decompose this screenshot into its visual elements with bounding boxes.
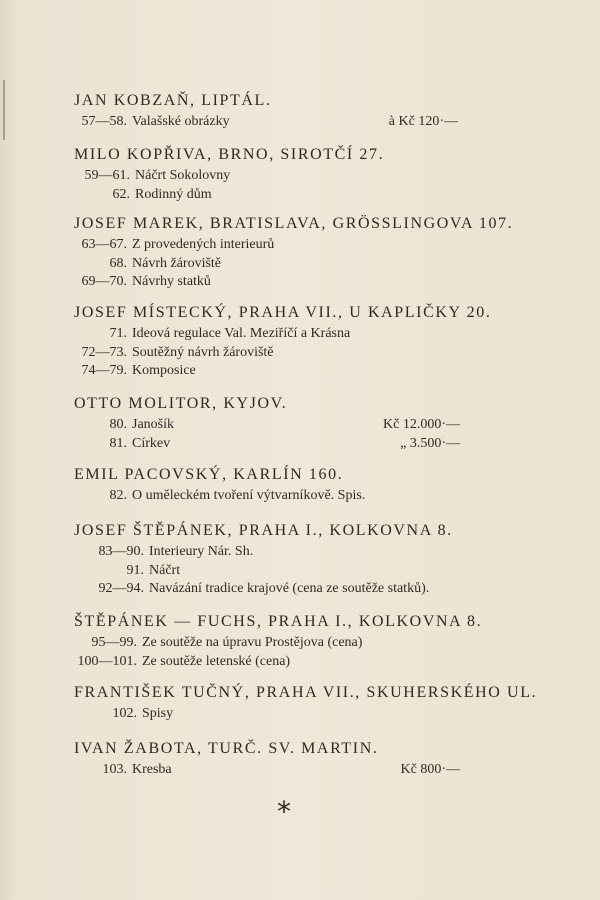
- entry-title: Komposice: [132, 363, 196, 378]
- section-heading: IVAN ŽABOTA, TURČ. SV. MARTIN.: [74, 740, 379, 757]
- entry-title: Ze soutěže letenské (cena): [142, 653, 291, 669]
- entry-number: 82.: [109, 488, 127, 503]
- entry-number: 81.: [109, 435, 127, 451]
- entry-title: Soutěžný návrh žároviště: [132, 344, 274, 360]
- entry-number: 92—94.: [98, 581, 144, 596]
- entry-number: 100—101.: [77, 653, 137, 669]
- entry-title: Rodinný dům: [135, 186, 212, 202]
- entry-number: 102.: [112, 706, 137, 721]
- catalog-entry: [0, 187, 600, 205]
- entry-number: 62.: [112, 186, 130, 202]
- catalog-entry: [0, 762, 600, 780]
- entry-number: 95—99.: [91, 635, 137, 650]
- catalog-entry: [0, 436, 600, 454]
- catalog-entry: [0, 274, 600, 292]
- entry-price: Kč 800·—: [400, 762, 460, 777]
- entry-number: 57—58.: [81, 114, 127, 129]
- catalog-entry: [0, 563, 600, 581]
- section-heading: MILO KOPŘIVA, BRNO, SIROTČÍ 27.: [74, 146, 385, 163]
- entry-title: Z provedených interieurů: [132, 237, 275, 252]
- section-heading: FRANTIŠEK TUČNÝ, PRAHA VII., SKUHERSKÉHO UL.: [74, 684, 538, 701]
- entry-title: Církev: [132, 435, 171, 451]
- entry-title: Ze soutěže na úpravu Prostějova (cena): [142, 635, 363, 650]
- section-heading: ŠTĚPÁNEK — FUCHS, PRAHA I., KOLKOVNA 8.: [74, 613, 483, 630]
- entry-price: Kč 12.000·—: [383, 417, 460, 432]
- entry-number: 68.: [109, 255, 127, 271]
- entry-title: Kresba: [132, 762, 172, 777]
- entry-number: 91.: [126, 562, 144, 578]
- entry-title: Ideová regulace Val. Meziříčí a Krásna: [132, 326, 351, 341]
- catalog-entry: [0, 581, 600, 599]
- entry-number: 69—70.: [81, 274, 127, 289]
- entry-title: Janošík: [132, 417, 174, 432]
- catalog-entry: [0, 168, 600, 186]
- section-heading: JOSEF ŠTĚPÁNEK, PRAHA I., KOLKOVNA 8.: [74, 522, 453, 539]
- section-heading: JAN KOBZAŇ, LIPTÁL.: [74, 92, 272, 109]
- catalog-entry: [0, 256, 600, 274]
- entry-price: „ 3.500·—: [400, 435, 460, 451]
- entry-title: Návrh žároviště: [132, 255, 222, 271]
- section-heading: EMIL PACOVSKÝ, KARLÍN 160.: [74, 466, 344, 483]
- catalog-entry: [0, 654, 600, 672]
- entry-number: 103.: [102, 762, 127, 777]
- entry-title: Náčrt Sokolovny: [135, 168, 231, 183]
- catalog-entry: [0, 544, 600, 562]
- catalog-entry: [0, 417, 600, 435]
- entry-number: 72—73.: [81, 344, 127, 360]
- entry-title: Navázání tradice krajové (cena ze soutěže statků).: [149, 581, 430, 596]
- section-heading: OTTO MOLITOR, KYJOV.: [74, 395, 288, 412]
- entry-number: 80.: [109, 417, 127, 432]
- entry-title: Spisy: [142, 706, 174, 721]
- catalog-entry: [0, 635, 600, 653]
- catalog-entry: [0, 363, 600, 381]
- catalog-entry: [0, 488, 600, 506]
- entry-number: 71.: [109, 326, 127, 341]
- catalog-entry: [0, 237, 600, 255]
- entry-title: Interieury Nár. Sh.: [149, 544, 254, 559]
- entry-title: O uměleckém tvoření výtvarníkově. Spis.: [132, 488, 366, 503]
- section-heading: JOSEF MÍSTECKÝ, PRAHA VII., U KAPLIČKY 20.: [74, 304, 492, 321]
- section-heading: JOSEF MAREK, BRATISLAVA, GRÖSSLINGOVA 107.: [74, 215, 514, 232]
- catalog-entry: [0, 345, 600, 363]
- entry-title: Valašské obrázky: [132, 114, 230, 129]
- catalog-entry: [0, 706, 600, 724]
- entry-title: Návrhy statků: [132, 274, 211, 289]
- entry-title: Náčrt: [149, 562, 181, 578]
- entry-number: 63—67.: [81, 237, 127, 252]
- entry-number: 83—90.: [98, 544, 144, 559]
- catalog-entry: [0, 114, 600, 132]
- entry-number: 74—79.: [81, 363, 127, 378]
- asterisk-ornament: *: [277, 795, 291, 828]
- catalog-entry: [0, 326, 600, 344]
- entry-number: 59—61.: [84, 168, 130, 183]
- entry-price: à Kč 120·—: [388, 114, 458, 129]
